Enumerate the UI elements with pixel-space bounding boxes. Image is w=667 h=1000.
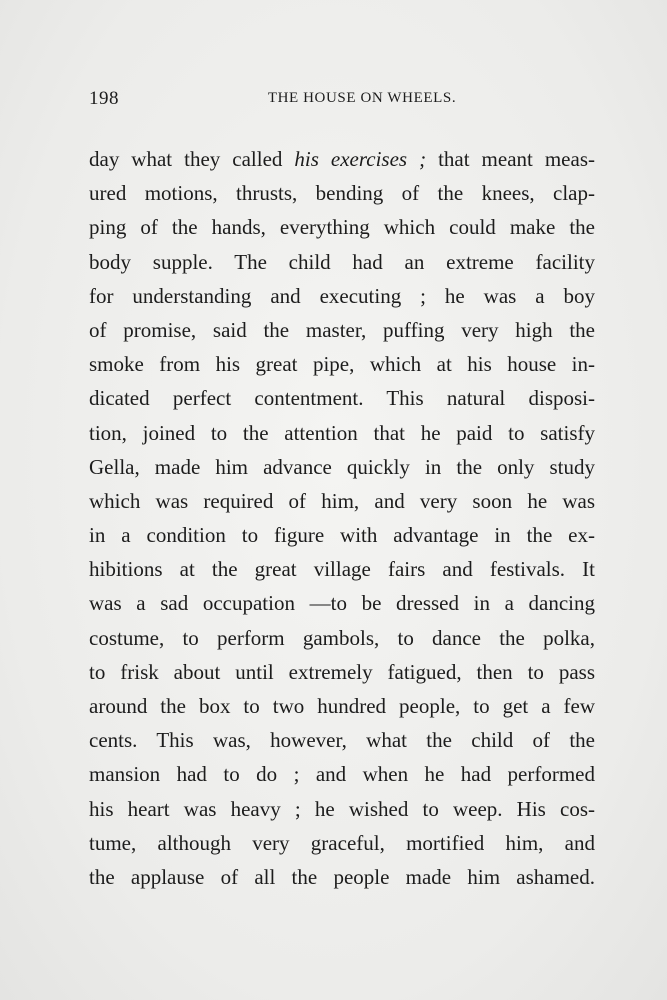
- text-fragment: that meant meas-: [426, 147, 595, 171]
- text-line: ping of the hands, everything which could make the: [89, 215, 595, 240]
- text-line: tume, although very graceful, mortified him, and: [89, 830, 595, 855]
- text-line: his heart was heavy ; he wished to weep. His cos-: [89, 796, 595, 821]
- text-line: dicated perfect contentment. This natural disposi-: [89, 386, 595, 411]
- text-line: mansion had to do ; and when he had performed: [89, 762, 595, 787]
- text-line: body supple. The child had an extreme facility: [89, 249, 595, 274]
- text-line: which was required of him, and very soon he was: [89, 488, 595, 513]
- italic-phrase: his exercises ;: [294, 147, 427, 171]
- text-line: in a condition to figure with advantage in the ex-: [89, 523, 595, 548]
- text-line: smoke from his great pipe, which at his house in-: [89, 352, 595, 377]
- text-line: [89, 142, 595, 176]
- running-title: THE HOUSE ON WHEELS.: [267, 90, 457, 106]
- text-line: was a sad occupation —to be dressed in a dancing: [89, 591, 595, 616]
- text-line: cents. This was, however, what the child of the: [89, 728, 595, 753]
- page-number: 198: [89, 88, 119, 109]
- page-header: [89, 88, 595, 114]
- text-line: for understanding and executing ; he was a boy: [89, 283, 595, 308]
- text-line: around the box to two hundred people, to get a few: [89, 694, 595, 718]
- text-line: to frisk about until extremely fatigued, then to pass: [89, 659, 595, 684]
- text-line: ured motions, thrusts, bending of the knees, clap-: [89, 181, 595, 206]
- text-line: the applause of all the people made him ashamed.: [89, 864, 595, 889]
- text-line: of promise, said the master, puffing very high the: [89, 317, 595, 342]
- text-line: Gella, made him advance quickly in the only study: [89, 454, 595, 479]
- body-text: [89, 142, 595, 894]
- text-line: costume, to perform gambols, to dance the polka,: [89, 625, 595, 650]
- text-line: tion, joined to the attention that he paid to satisfy: [89, 420, 595, 445]
- text-line: hibitions at the great village fairs and festivals. It: [89, 557, 595, 582]
- text-fragment: day what they called: [89, 147, 295, 171]
